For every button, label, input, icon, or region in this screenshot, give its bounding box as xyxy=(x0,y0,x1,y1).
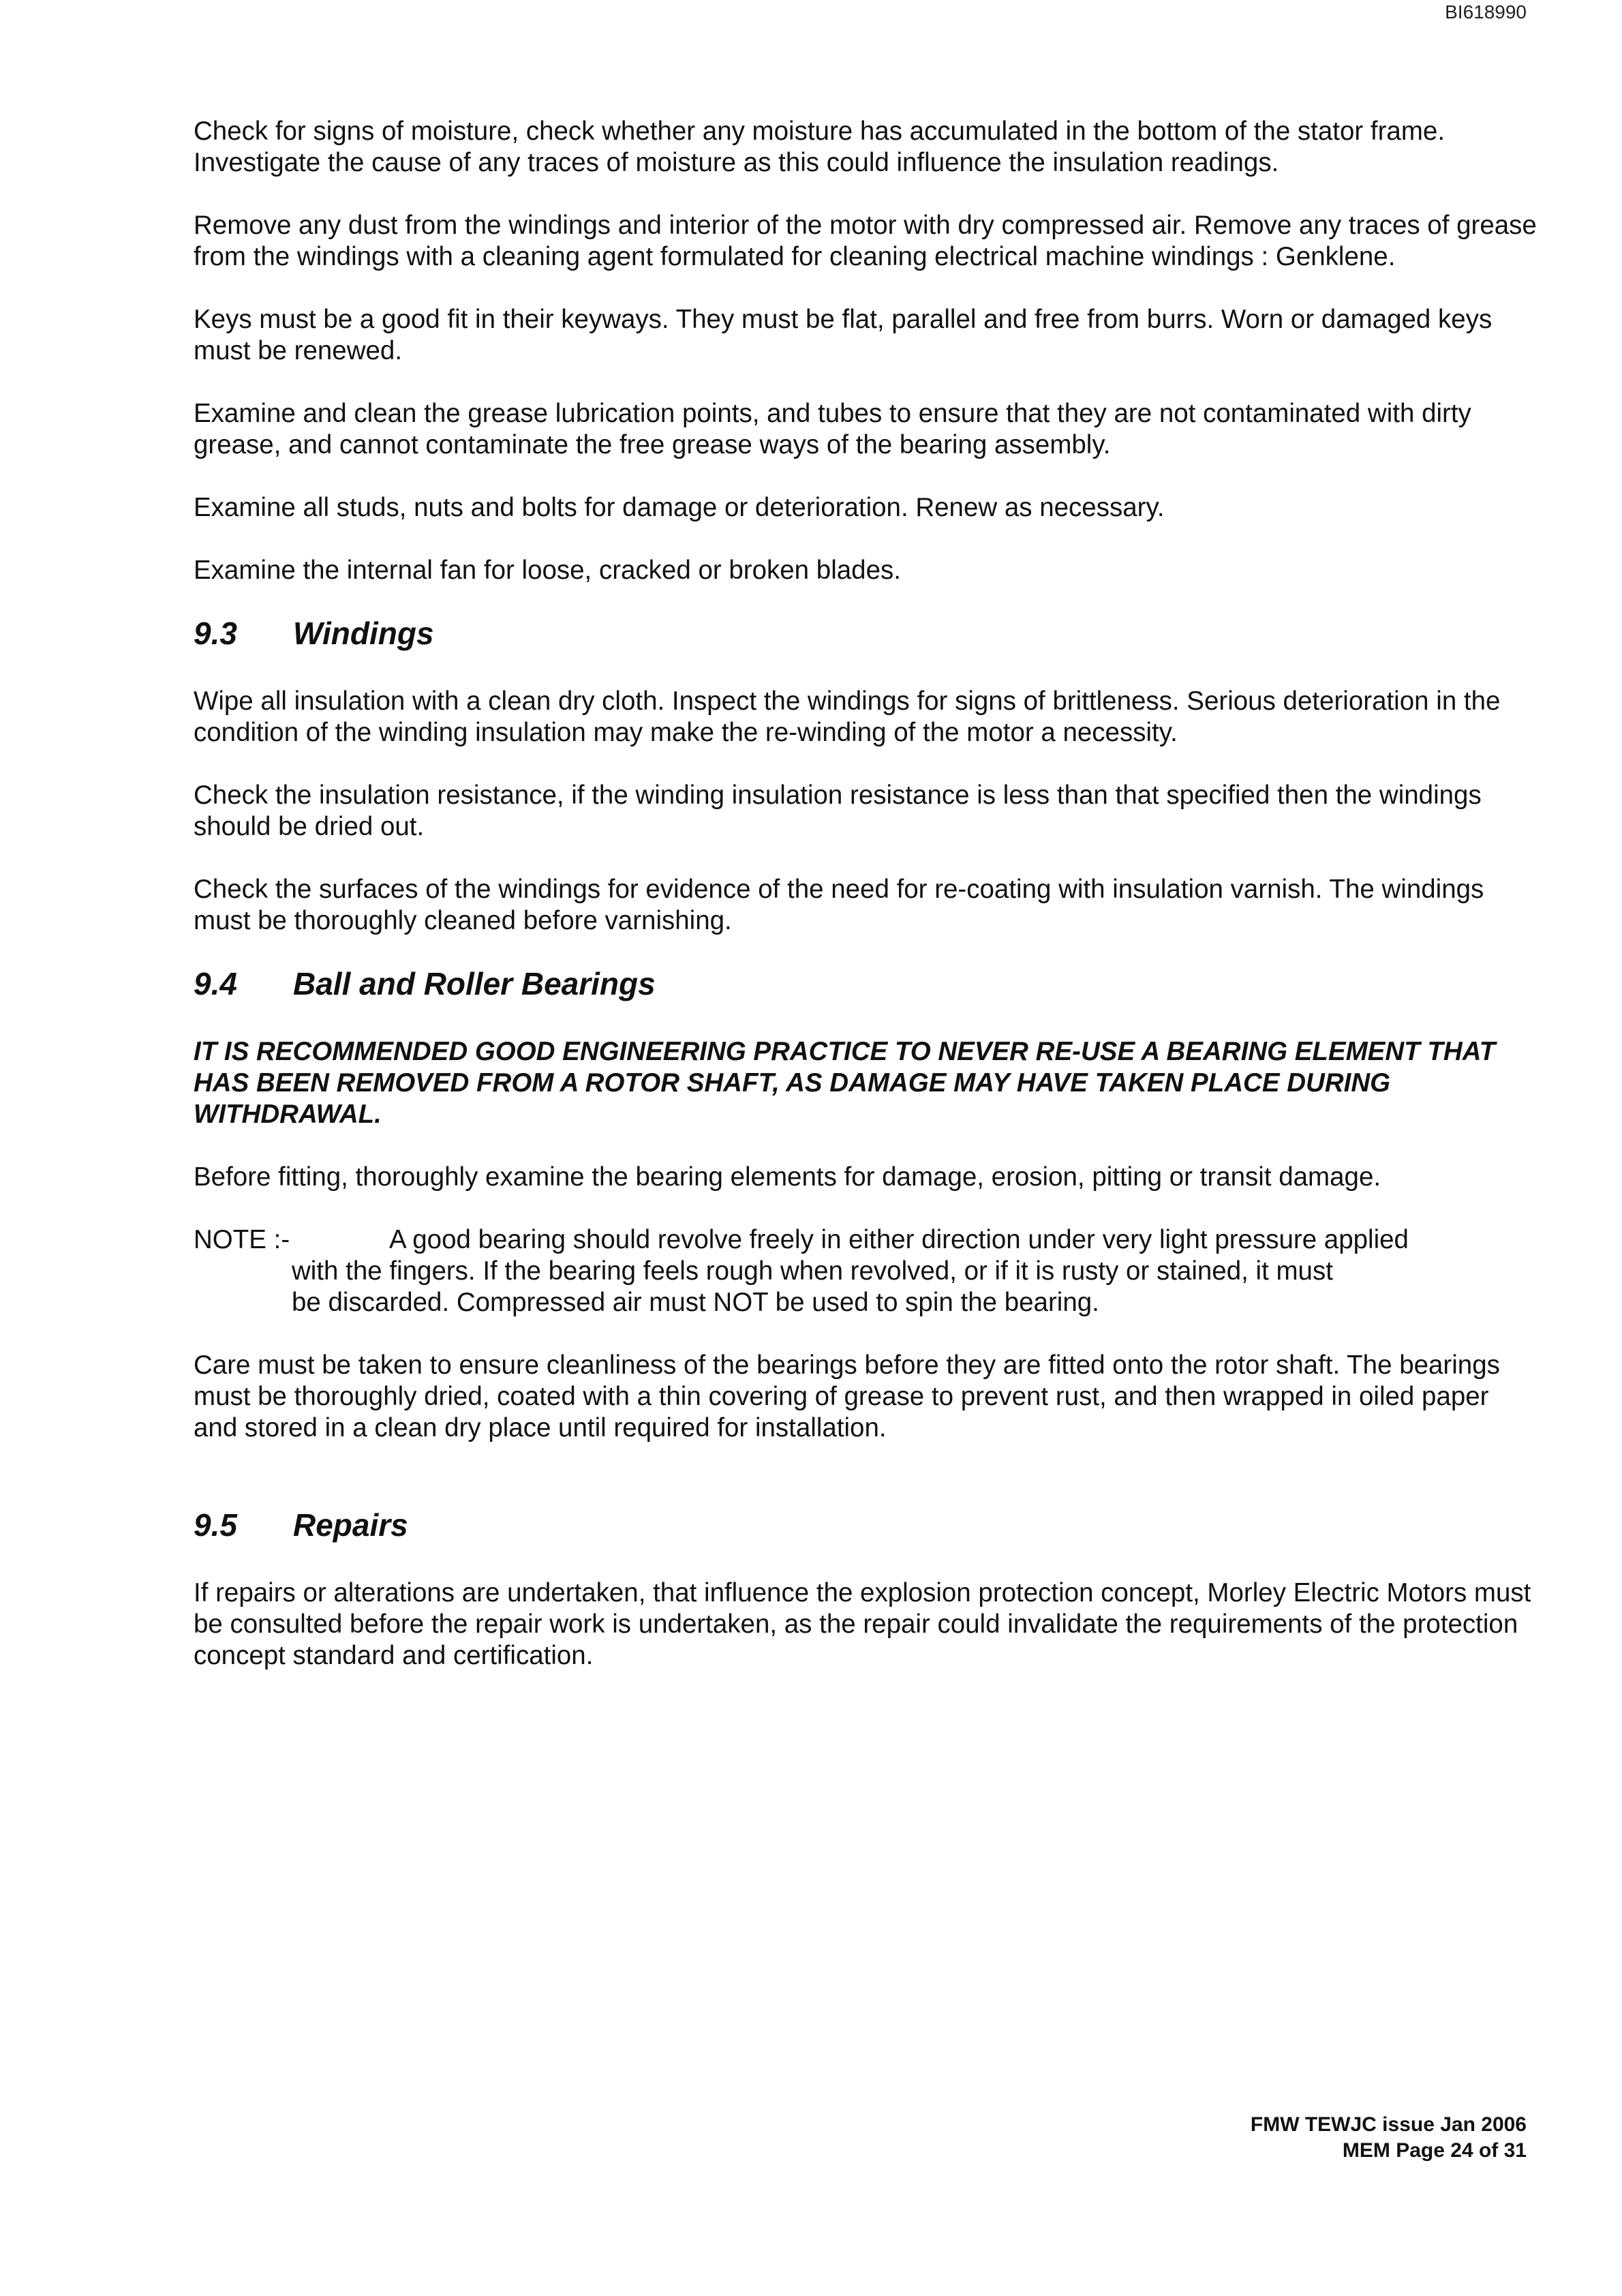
bearings-paragraph-after-note: Care must be taken to ensure cleanliness of the bearings before they are fitted onto the rotor shaft. The bearings must be thoroughly dried, coated with a thin covering of grease to prevent rust, and then wrapped in oiled paper and stored in a clean dry place until required for installation. xyxy=(194,1350,1500,1442)
intro-paragraph-2: Remove any dust from the windings and interior of the motor with dry compressed air. Remove any traces of grease from the windings with a cleaning agent formulated for cleaning electrical machine windings : Genklene. xyxy=(194,211,1537,271)
windings-paragraph-3: Check the surfaces of the windings for evidence of the need for re-coating with insulation varnish. The windings must be thoroughly cleaned before varnishing. xyxy=(194,875,1484,935)
note-line-1: A good bearing should revolve freely in either direction under very light pressure applied xyxy=(389,1225,1409,1254)
footer-page-number: MEM Page 24 of 31 xyxy=(1342,2139,1527,2162)
intro-paragraph-4: Examine and clean the grease lubrication points, and tubes to ensure that they are not contaminated with dirty grease, and cannot contaminate the free grease ways of the bearing assembly. xyxy=(194,399,1471,459)
section-9-4-title: Ball and Roller Bearings xyxy=(293,966,656,1001)
page-footer xyxy=(1159,2112,1527,2164)
intro-paragraph-6: Examine the internal fan for loose, cracked or broken blades. xyxy=(194,556,901,585)
note-line-3: be discarded. Compressed air must NOT be used to spin the bearing. xyxy=(292,1288,1099,1317)
bearings-paragraph-before-note: Before fitting, thoroughly examine the bearing elements for damage, erosion, pitting or transit damage. xyxy=(194,1162,1381,1192)
footer-issue: FMW TEWJC issue Jan 2006 xyxy=(1250,2113,1527,2136)
section-9-5-heading xyxy=(194,1507,1540,1543)
document-id: BI618990 xyxy=(1445,1,1527,22)
intro-paragraph-5: Examine all studs, nuts and bolts for damage or deterioration. Renew as necessary. xyxy=(194,493,1165,522)
windings-paragraph-1: Wipe all insulation with a clean dry cloth. Inspect the windings for signs of brittleness. Serious deterioration in the condition of the winding insulation may make the re-winding of the motor a necessity. xyxy=(194,686,1501,747)
repairs-paragraph: If repairs or alterations are undertaken, that influence the explosion protection concept, Morley Electric Motors must be consulted before the repair work is undertaken, as the repair could invalidate the requirements of the protection concept standard and certification. xyxy=(194,1578,1531,1670)
section-9-3-heading xyxy=(194,615,1540,652)
bearing-note xyxy=(194,1224,1540,1318)
intro-paragraph-1: Check for signs of moisture, check whether any moisture has accumulated in the bottom of the stator frame. Investigate the cause of any traces of moisture as this could influence the insulation readings. xyxy=(194,117,1445,177)
section-9-3-number: 9.3 xyxy=(194,616,237,651)
page-content xyxy=(194,116,1540,1703)
section-9-3-title: Windings xyxy=(293,616,434,651)
note-label: NOTE :- xyxy=(194,1225,290,1254)
note-line-2: with the fingers. If the bearing feels rough when revolved, or if it is rusty or stained, it must xyxy=(292,1256,1333,1286)
section-9-5-number: 9.5 xyxy=(194,1507,237,1543)
section-9-5-title: Repairs xyxy=(293,1507,408,1543)
windings-paragraph-2: Check the insulation resistance, if the winding insulation resistance is less than that specified then the windings should be dried out. xyxy=(194,781,1482,841)
intro-paragraph-3: Keys must be a good fit in their keyways. They must be flat, parallel and free from burrs. Worn or damaged keys must be renewed. xyxy=(194,305,1493,365)
section-9-4-heading xyxy=(194,965,1540,1002)
bearing-warning: IT IS RECOMMENDED GOOD ENGINEERING PRACTICE TO NEVER RE-USE A BEARING ELEMENT THAT HAS BEEN REMOVED FROM A ROTOR SHAFT, AS DAMAGE MAY HAVE TAKEN PLACE DURING WITHDRAWAL. xyxy=(194,1037,1496,1129)
section-9-4-number: 9.4 xyxy=(194,966,237,1001)
